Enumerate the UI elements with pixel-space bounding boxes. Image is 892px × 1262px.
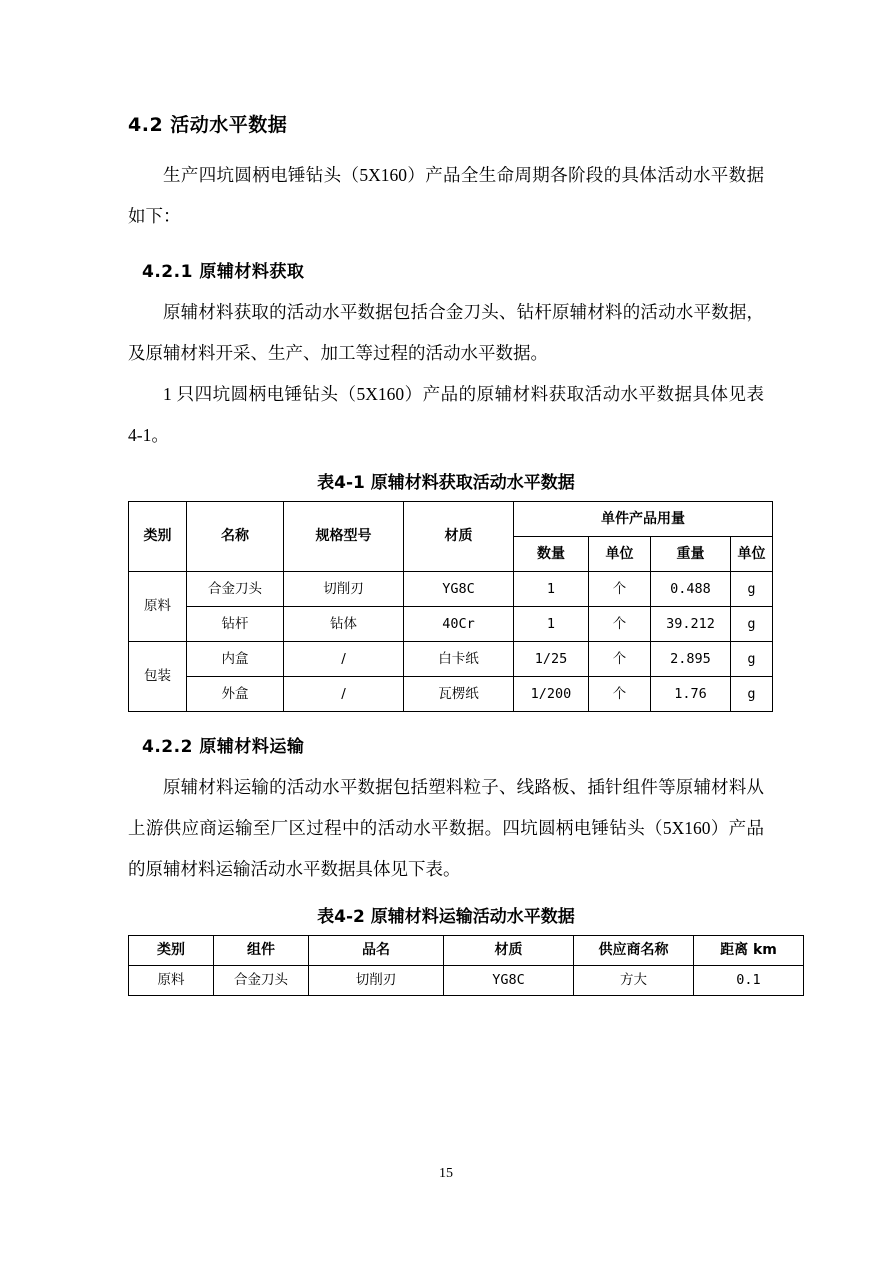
cell-spec: 切削刃 [284, 572, 404, 607]
th-name: 名称 [187, 502, 284, 572]
cell-qty-unit: 个 [589, 572, 651, 607]
cell-weight-unit: g [731, 642, 773, 677]
th-weight: 重量 [651, 537, 731, 572]
cell-qty-unit: 个 [589, 607, 651, 642]
th-material: 材质 [444, 936, 574, 966]
paragraph-421-1: 原辅材料获取的活动水平数据包括合金刀头、钻杆原辅材料的活动水平数据，及原辅材料开采、生产、加工等过程的活动水平数据。 [128, 302, 764, 363]
table-header-row [129, 936, 804, 966]
th-spec: 规格型号 [284, 502, 404, 572]
th-distance: 距离 km [694, 936, 804, 966]
cell-category: 原料 [129, 966, 214, 996]
cell-component: 合金刀头 [214, 966, 309, 996]
table-header-row [129, 502, 773, 537]
table-row [129, 607, 773, 642]
cell-name: 合金刀头 [187, 572, 284, 607]
th-weight-unit: 单位 [731, 537, 773, 572]
table-4-2-wrapper [128, 935, 777, 996]
cell-material: 白卡纸 [404, 642, 514, 677]
table-row [129, 677, 773, 712]
table-row [129, 572, 773, 607]
cell-supplier: 方大 [574, 966, 694, 996]
table-4-1-caption: 表4-1 原辅材料获取活动水平数据 [317, 473, 575, 493]
subsection-heading-422: 4.2.2 原辅材料运输 [142, 737, 305, 757]
th-category: 类别 [129, 936, 214, 966]
cell-distance: 0.1 [694, 966, 804, 996]
table-4-2 [128, 935, 804, 996]
cell-material: 40Cr [404, 607, 514, 642]
th-material: 材质 [404, 502, 514, 572]
cell-qty: 1/25 [514, 642, 589, 677]
cell-weight-unit: g [731, 677, 773, 712]
cell-qty: 1/200 [514, 677, 589, 712]
cell-category-packaging: 包装 [129, 642, 187, 712]
paragraph-422-1: 原辅材料运输的活动水平数据包括塑料粒子、线路板、插针组件等原辅材料从上游供应商运输至厂区过程中的活动水平数据。四坑圆柄电锤钻头（5X160）产品的原辅材料运输活动水平数据具体见下表。 [128, 777, 764, 879]
cell-qty-unit: 个 [589, 677, 651, 712]
paragraph-421-2: 1 只四坑圆柄电锤钻头（5X160）产品的原辅材料获取活动水平数据具体见表 4-1。 [128, 384, 764, 445]
cell-weight: 39.212 [651, 607, 731, 642]
cell-spec: / [284, 642, 404, 677]
cell-name: 钻杆 [187, 607, 284, 642]
cell-weight-unit: g [731, 572, 773, 607]
cell-material: 瓦楞纸 [404, 677, 514, 712]
th-product: 品名 [309, 936, 444, 966]
intro-paragraph: 生产四坑圆柄电锤钻头（5X160）产品全生命周期各阶段的具体活动水平数据如下： [128, 165, 764, 226]
th-supplier: 供应商名称 [574, 936, 694, 966]
th-qty-unit: 单位 [589, 537, 651, 572]
cell-spec: 钻体 [284, 607, 404, 642]
cell-weight-unit: g [731, 607, 773, 642]
cell-material: YG8C [404, 572, 514, 607]
cell-weight: 0.488 [651, 572, 731, 607]
cell-qty-unit: 个 [589, 642, 651, 677]
table-4-2-caption: 表4-2 原辅材料运输活动水平数据 [317, 907, 575, 927]
cell-material: YG8C [444, 966, 574, 996]
cell-category-raw: 原料 [129, 572, 187, 642]
page-number: 15 [439, 1166, 453, 1181]
cell-qty: 1 [514, 607, 589, 642]
cell-spec: / [284, 677, 404, 712]
table-row [129, 966, 804, 996]
th-group-usage: 单件产品用量 [514, 502, 773, 537]
th-category: 类别 [129, 502, 187, 572]
cell-qty: 1 [514, 572, 589, 607]
cell-product: 切削刃 [309, 966, 444, 996]
cell-weight: 2.895 [651, 642, 731, 677]
cell-name: 外盒 [187, 677, 284, 712]
table-4-1 [128, 501, 773, 712]
cell-weight: 1.76 [651, 677, 731, 712]
th-component: 组件 [214, 936, 309, 966]
subsection-heading-421: 4.2.1 原辅材料获取 [142, 262, 305, 282]
th-qty: 数量 [514, 537, 589, 572]
cell-name: 内盒 [187, 642, 284, 677]
table-row [129, 642, 773, 677]
section-heading: 4.2 活动水平数据 [128, 114, 288, 136]
table-4-1-wrapper [128, 501, 764, 712]
